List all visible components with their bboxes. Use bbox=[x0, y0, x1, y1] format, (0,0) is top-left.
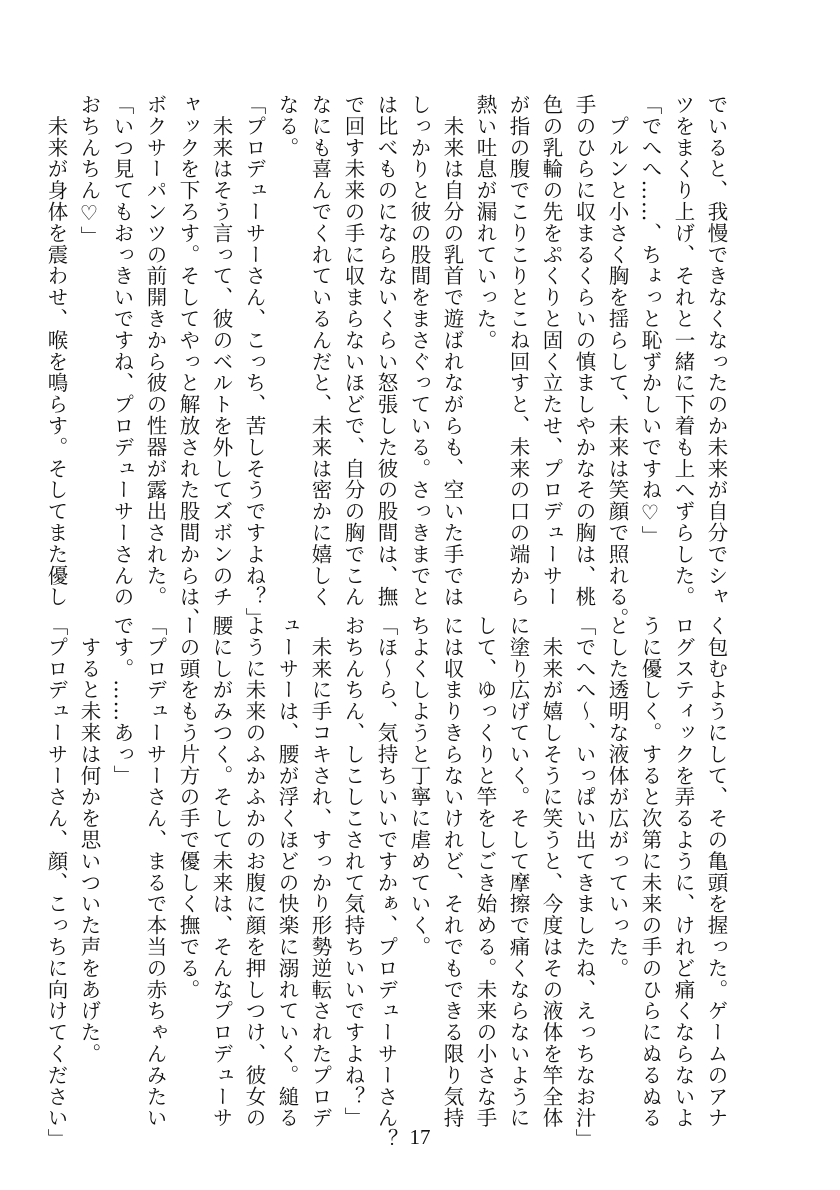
text-line: 「でへへ〜、いっぱい出てきましたね、えっちなお汁」 bbox=[572, 615, 596, 1150]
text-line: 未来が身体を震わせ、喉を鳴らす。そしてまた優し bbox=[44, 94, 68, 608]
text-line: おちんちん、しこしこされて気持ちいいですよね？」 bbox=[341, 615, 365, 1129]
text-line: して、ゆっくりと竿をしごき始める。未来の小さな手 bbox=[473, 615, 497, 1129]
text-line: ツをまくり上げ、それと一緒に下着も上へずらした。 bbox=[671, 94, 695, 608]
text-line: ーの頭をもう片方の手で優しく撫でる。 bbox=[176, 615, 200, 1001]
text-line: く包むようにして、その亀頭を握った。ゲームのアナ bbox=[704, 615, 728, 1129]
text-line: おちんちん♡」 bbox=[77, 94, 101, 248]
text-line: 未来はそう言って、彼のベルトを外してズボンのチ bbox=[209, 94, 233, 608]
text-line: 熱い吐息が漏れていった。 bbox=[473, 94, 497, 351]
text-line: ログスティックを弄るように、けれど痛くならないよ bbox=[671, 615, 695, 1129]
text-line: なる。 bbox=[275, 94, 299, 159]
page-number: 17 bbox=[409, 1125, 431, 1149]
text-line: 手のひらに収まるくらいの慎ましやかなその胸は、桃 bbox=[572, 94, 596, 608]
text-line: ボクサーパンツの前開きから彼の性器が露出された。 bbox=[143, 94, 167, 608]
text-line: 「ほ〜ら、気持ちいいですかぁ、プロデューサーさん？ bbox=[374, 615, 398, 1150]
text-line: 「でへへ……、ちょっと恥ずかしいですね♡」 bbox=[638, 94, 662, 547]
text-line: は比べものにならないくらい怒張した彼の股間は、撫 bbox=[374, 94, 398, 608]
text-line: 未来に手コキされ、すっかり形勢逆転されたプロデ bbox=[308, 615, 332, 1129]
text-line: とした透明な液体が広がっていった。 bbox=[605, 615, 629, 979]
text-line: で回す未来の手に収まらないほどで、自分の胸でこん bbox=[341, 94, 365, 608]
text-line: ちよくしようと丁寧に虐めていく。 bbox=[407, 615, 431, 958]
text-line: しっかりと彼の股間をまさぐっている。さっきまでと bbox=[407, 94, 431, 608]
text-line: なにも喜んでくれているんだと、未来は密かに嬉しく bbox=[308, 94, 332, 608]
text-line: が指の腹でこりこりとこね回すと、未来の口の端から bbox=[506, 94, 530, 608]
text-line: 「プロデューサーさん、まるで本当の赤ちゃんみたい bbox=[143, 615, 167, 1129]
text-line: 「いつ見てもおっきいですね、プロデューサーさんの bbox=[110, 94, 134, 608]
text-line: プルンと小さく胸を揺らして、未来は笑顔で照れる。 bbox=[605, 94, 629, 629]
text-line: 未来が嬉しそうに笑うと、今度はその液体を竿全体 bbox=[539, 615, 563, 1129]
text-line: ャックを下ろす。そしてやっと解放された股間からは、 bbox=[176, 94, 200, 629]
text-line: 腰にしがみつく。そして未来は、そんなプロデューサ bbox=[209, 615, 233, 1129]
text-line: ように未来のふかふかのお腹に顔を押しつけ、彼女の bbox=[242, 615, 266, 1129]
text-line: 色の乳輪の先をぷくりと固く立たせ、プロデューサー bbox=[539, 94, 563, 608]
text-line: でいると、我慢できなくなったのか未来が自分でシャ bbox=[704, 94, 728, 608]
text-line: すると未来は何かを思いついた声をあげた。 bbox=[77, 615, 101, 1065]
text-line: ューサーは、腰が浮くほどの快楽に溺れていく。縋る bbox=[275, 615, 299, 1129]
text-line: に塗り広げていく。そして摩擦で痛くならないように bbox=[506, 615, 530, 1129]
text-line: うに優しく。すると次第に未来の手のひらにぬるぬる bbox=[638, 615, 662, 1129]
text-line: 「プロデューサーさん、顔、こっちに向けてください」 bbox=[44, 615, 68, 1150]
text-block-top bbox=[44, 94, 732, 629]
text-line: 「プロデューサーさん、こっち、苦しそうですよね？」 bbox=[242, 94, 266, 629]
text-line: には収まりきらないけれど、それでもできる限り気持 bbox=[440, 615, 464, 1129]
text-line: です。……あっ」 bbox=[110, 615, 134, 787]
text-line: 未来は自分の乳首で遊ばれながらも、空いた手では bbox=[440, 94, 464, 608]
